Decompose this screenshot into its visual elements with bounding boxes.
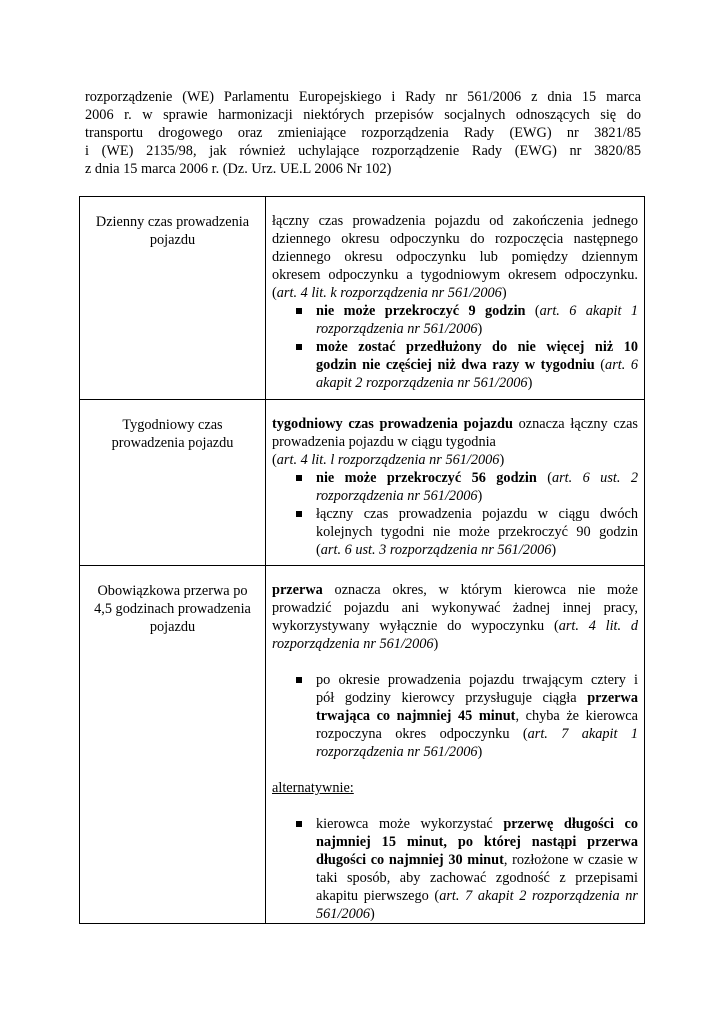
- row-label: pojazdu: [149, 619, 196, 635]
- article-reference: rozporządzenia nr 561/2006): [272, 636, 439, 652]
- intro-line: i (WE) 2135/98, jak również uchylające rozporządzenie Rady (EWG) nr 3820/85: [85, 143, 641, 159]
- intro-line: transportu drogowego oraz zmieniające rozporządzenia Rady (EWG) nr 3821/85: [85, 125, 641, 141]
- desc-line: dziennego okresu odpoczynku do rozpoczęcia następnego: [272, 231, 638, 247]
- table-row: [80, 400, 645, 566]
- desc-line: przerwa oznacza okres, w którym kierowca nie może: [272, 582, 638, 598]
- desc-line: dziennego okresu odpoczynku lub pomiędzy dziennym: [272, 249, 638, 265]
- list-item: kierowca może wykorzystać przerwę długości co najmniej 15 minut, po której nastąpi przerwa długości co najmniej 30 minut, rozłożone w czasie w taki sposób, aby zachować zgodność z przepisami akapitu pierwszego (art. 7 akapit 2 rozporządzenia nr 561/2006): [296, 815, 638, 923]
- rule-list: [272, 671, 638, 761]
- desc-line: wykorzystywany wyłącznie do wypoczynku (art. 4 lit. d: [272, 618, 638, 634]
- row-label-cell: [80, 400, 266, 566]
- square-bullet-icon: [296, 344, 302, 350]
- row-label-cell: [80, 566, 266, 924]
- row-description-cell: [266, 400, 645, 566]
- list-item: łączny czas prowadzenia pojazdu w ciągu dwóch kolejnych tygodni nie może przekroczyć 90 godzin (art. 6 ust. 3 rozporządzenia nr 561/2006): [296, 505, 638, 559]
- row-description-cell: [266, 197, 645, 400]
- document-intro: [85, 88, 641, 178]
- list-item: może zostać przedłużony do nie więcej niż 10 godzin nie częściej niż dwa razy w tygodniu (art. 6 akapit 2 rozporządzenia nr 561/2006): [296, 338, 638, 392]
- desc-line: prowadzić pojazdu ani wykonywać żadnej innej pracy,: [272, 600, 638, 616]
- row-label: 4,5 godzinach prowadzenia: [94, 601, 251, 617]
- intro-line: z dnia 15 marca 2006 r. (Dz. Urz. UE.L 2006 Nr 102): [85, 161, 392, 177]
- rules-table: [79, 196, 645, 924]
- alternative-label: alternatywnie:: [272, 780, 354, 796]
- rule-list: [272, 302, 638, 392]
- square-bullet-icon: [296, 475, 302, 481]
- desc-line: tygodniowy czas prowadzenia pojazdu oznacza łączny czas: [272, 416, 638, 432]
- square-bullet-icon: [296, 677, 302, 683]
- rule-list: [272, 469, 638, 559]
- table-row: [80, 566, 645, 924]
- row-label: Tygodniowy czas: [122, 417, 223, 433]
- desc-line: łączny czas prowadzenia pojazdu od zakończenia jednego: [272, 213, 638, 229]
- intro-line: rozporządzenie (WE) Parlamentu Europejskiego i Rady nr 561/2006 z dnia 15 marca: [85, 89, 641, 105]
- intro-line: 2006 r. w sprawie harmonizacji niektórych przepisów socjalnych odnoszących się do: [85, 107, 641, 123]
- desc-line: okresem odpoczynku a tygodniowym okresem odpoczynku.: [272, 267, 638, 283]
- row-description-cell: [266, 566, 645, 924]
- row-label: Dzienny czas prowadzenia: [95, 214, 250, 230]
- article-reference: (art. 4 lit. l rozporządzenia nr 561/2006): [272, 452, 505, 468]
- row-label-cell: [80, 197, 266, 400]
- square-bullet-icon: [296, 308, 302, 314]
- list-item: nie może przekroczyć 9 godzin (art. 6 akapit 1 rozporządzenia nr 561/2006): [296, 302, 638, 338]
- row-label: pojazdu: [149, 232, 196, 248]
- rule-list: [272, 815, 638, 923]
- desc-line: prowadzenia pojazdu w ciągu tygodnia: [272, 434, 496, 450]
- square-bullet-icon: [296, 821, 302, 827]
- table-row: [80, 197, 645, 400]
- square-bullet-icon: [296, 511, 302, 517]
- row-label: prowadzenia pojazdu: [111, 435, 234, 451]
- list-item: po okresie prowadzenia pojazdu trwającym cztery i pół godziny kierowcy przysługuje ciągła przerwa trwająca co najmniej 45 minut, chyba że kierowca rozpoczyna okres odpoczynku (art. 7 akapit 1 rozporządzenia nr 561/2006): [296, 671, 638, 761]
- article-reference: (art. 4 lit. k rozporządzenia nr 561/2006): [272, 285, 507, 301]
- row-label: Obowiązkowa przerwa po: [97, 583, 248, 599]
- list-item: nie może przekroczyć 56 godzin (art. 6 ust. 2 rozporządzenia nr 561/2006): [296, 469, 638, 505]
